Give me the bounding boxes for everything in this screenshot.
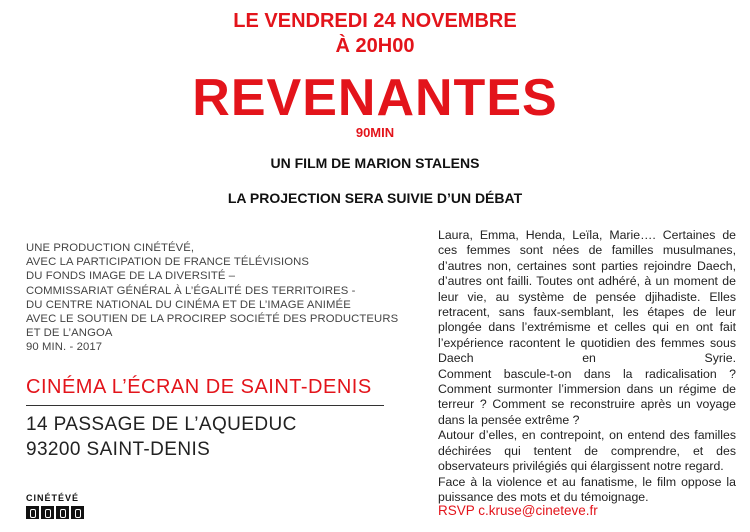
film-duration: 90MIN [355, 125, 395, 140]
cineteve-logo [26, 493, 96, 527]
credit-line: COMMISSARIAT GÉNÉRAL À L’ÉGALITÉ DES TERRITOIRES - [26, 284, 356, 297]
rsvp-contact[interactable]: RSVP c.kruse@cineteve.fr [438, 503, 598, 518]
venue-name: CINÉMA L’ÉCRAN DE SAINT-DENIS [26, 376, 372, 398]
credit-line: AVEC LE SOUTIEN DE LA PROCIREP SOCIÉTÉ DES PRODUCTEURS [26, 313, 399, 326]
synopsis-paragraph: Face à la violence et au fanatisme, le film oppose la puissance des mots et du témoignage. [438, 474, 736, 504]
credit-line: DU CENTRE NATIONAL DU CINÉMA ET DE L’IMAGE ANIMÉE [26, 298, 351, 311]
film-title: REVENANTES [192, 69, 558, 127]
logo-box [56, 506, 69, 519]
event-time: À 20H00 [335, 35, 415, 57]
logo-box [41, 506, 54, 519]
credit-line: 90 MIN. - 2017 [26, 341, 103, 354]
synopsis-paragraph: Laura, Emma, Henda, Leïla, Marie…. Certaines de ces femmes sont nées de familles musulmanes, d’autres non, certaines sont parties rejoindre Daech, d’autres ont failli. Toutes ont adhéré, à un moment de leur vie, au système de pensée djihadiste. Elles retracent, sans faux-semblant, les étapes de leur plongée dans l’extrémisme et celles qui en ont fait l’expérience racontent le quotidien des femmes sous Daech en Syrie. [438, 228, 736, 366]
credit-line: DU FONDS IMAGE DE LA DIVERSITÉ – [26, 270, 236, 283]
running-figures-icon [26, 506, 96, 519]
credit-line: UNE PRODUCTION CINÉTÉVÉ, [26, 242, 195, 254]
synopsis-paragraph: Comment bascule-t-on dans la radicalisation ? Comment surmonter l’immersion dans un régime de terreur ? Comment se reconstruire après un voyage dans la pensée extrême ? [438, 366, 736, 427]
venue-divider [26, 405, 384, 406]
address-line: 93200 SAINT-DENIS [26, 439, 211, 460]
logo-text: CINÉTÉVÉ [26, 493, 80, 503]
synopsis-paragraph: Autour d’elles, en contrepoint, on entend des familles déchirées qui tentent de comprendre, et des observateurs privilégiés qui élargissent notre regard. [438, 428, 736, 474]
address-line: 14 PASSAGE DE L’AQUEDUC [26, 414, 297, 435]
production-credits [26, 241, 399, 355]
credit-line: AVEC LA PARTICIPATION DE FRANCE TÉLÉVISIONS [26, 256, 310, 269]
debate-notice: LA PROJECTION SERA SUIVIE D’UN DÉBAT [227, 190, 523, 206]
venue-address [26, 412, 297, 462]
film-director: UN FILM DE MARION STALENS [270, 155, 480, 171]
event-date: LE VENDREDI 24 NOVEMBRE [233, 10, 517, 32]
logo-box [26, 506, 39, 519]
logo-box [71, 506, 84, 519]
film-synopsis [438, 228, 736, 505]
credit-line: ET DE L’ANGOA [26, 327, 113, 340]
